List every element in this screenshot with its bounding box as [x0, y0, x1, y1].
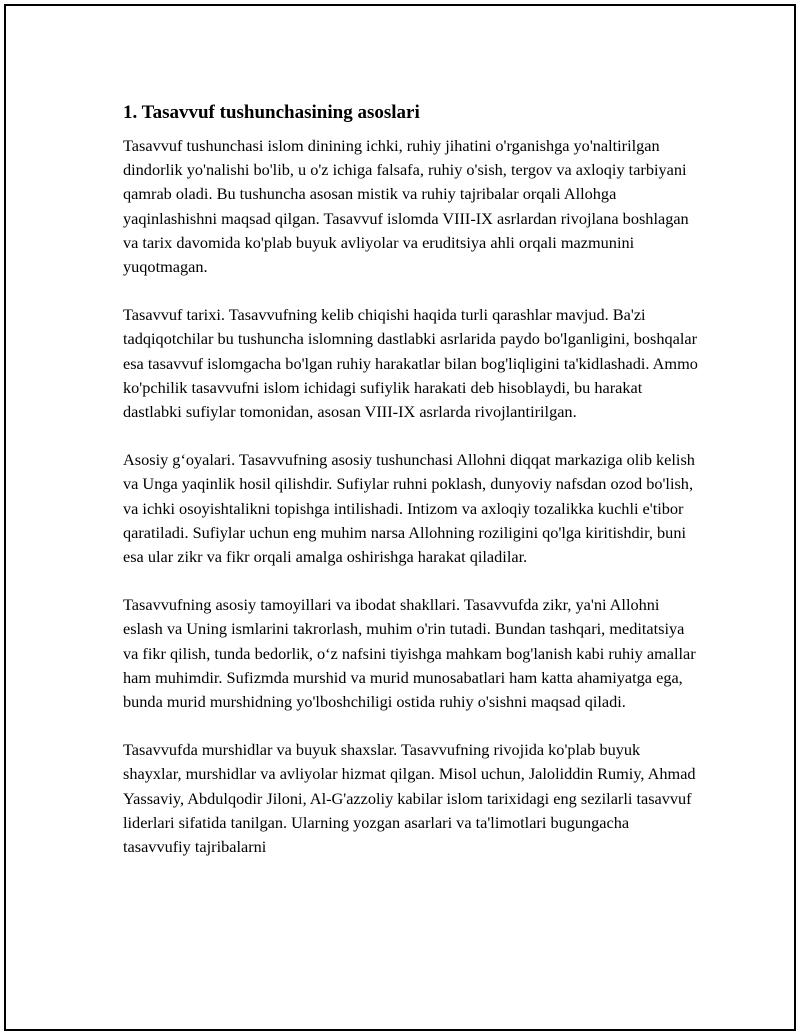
paragraph-murshids: Tasavvufda murshidlar va buyuk shaxslar. Tasavvufning rivojida ko'plab buyuk shayxlar, murshidlar va avliyolar hizmat qilgan. Misol uchun, Jaloliddin Rumiy, Ahmad Yassaviy, Abdulqodir Jiloni, Al-G'azzoliy kabilar islom tarixidagi eng sezilarli tasavvuf liderlari sifatida tanilgan. Ularning yozgan asarlari va ta'limotlari bugungacha tasavvufiy tajribalarni: [123, 740, 696, 857]
page-frame: [4, 4, 796, 1031]
paragraph-intro: Tasavvuf tushunchasi islom dinining ichki, ruhiy jihatini o'rganishga yo'naltirilgan dindorlik yo'nalishi bo'lib, u o'z ichiga falsafa, ruhiy o'sish, tergov va axloqiy tarbiyani qamrab oladi. Bu tushuncha asosan mistik va ruhiy tajribalar orqali Allohga yaqinlashishni maqsad qilgan. Tasavvuf islomda VIII-IX asrlardan rivojlana boshlagan va tarix davomida ko'plab buyuk avliyolar va eruditsiya ahli orqali mazmunini yuqotmagan.: [123, 136, 689, 277]
paragraph-principles: Tasavvufning asosiy tamoyillari va ibodat shakllari. Tasavvufda zikr, ya'ni Allohni eslash va Uning ismlarini takrorlash, muhim o'rin tutadi. Bundan tashqari, meditatsiya va fikr qilish, tunda bedorlik, o‘z nafsini tiyishga mahkam bog'lanish kabi ruhiy amallar ham muhimdir. Sufizmda murshid va murid munosabatlari ham katta ahamiyatga ega, bunda murid murshidning yo'lboshchiligi ostida ruhiy o'sishni maqsad qiladi.: [123, 595, 696, 712]
paragraph-main-ideas: Asosiy g‘oyalari. Tasavvufning asosiy tushunchasi Allohni diqqat markaziga olib kelish va Unga yaqinlik hosil qilishdir. Sufiylar ruhni poklash, dunyoviy nafsdan ozod bo'lish, va ichki osoyishtalikni topishga intilishadi. Intizom va axloqiy tozalikka kuchli e'tibor qaratiladi. Sufiylar uchun eng muhim narsa Allohning roziligini qo'lga kiritishdir, buni esa ular zikr va fikr orqali amalga oshirishga harakat qiladilar.: [123, 450, 695, 567]
paragraph-history: Tasavvuf tarixi. Tasavvufning kelib chiqishi haqida turli qarashlar mavjud. Ba'zi tadqiqotchilar bu tushuncha islomning dastlabki asrlarida paydo bo'lganligini, boshqalar esa tasavvuf islomgacha bo'lgan ruhiy harakatlar bilan bog'liqligini ta'kidlashadi. Ammo ko'pchilik tasavvufni islom ichidagi sufiylik harakati deb hisoblaydi, bu harakat dastlabki sufiylar tomonidan, asosan VIII-IX asrlarda rivojlantirilgan.: [123, 305, 698, 422]
section-heading: 1. Tasavvuf tushunchasining asoslari: [123, 102, 420, 123]
document-body: [123, 100, 698, 859]
